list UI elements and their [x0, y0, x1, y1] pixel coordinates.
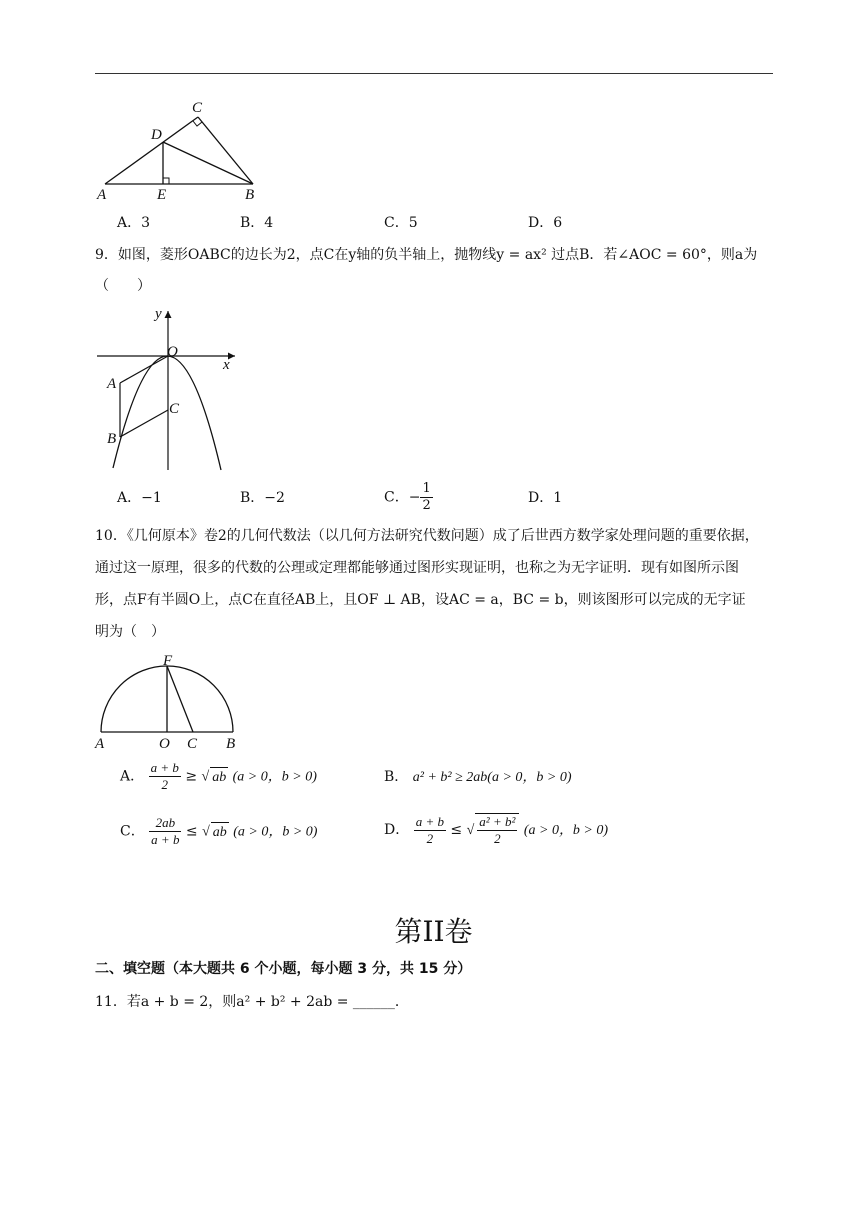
- q9-label-o: O: [167, 344, 178, 360]
- q10-choice-c-fraction: [149, 815, 181, 848]
- q8-label-b: B: [245, 187, 255, 203]
- q9-text-line1: 9．如图，菱形OABC的边长为2，点C在y轴的负半轴上，抛物线y = ax² 过点B．若∠AOC = 60°，则a为: [95, 247, 758, 263]
- q8-label-d: D: [151, 127, 162, 143]
- q10-choice-d-cond: (a > 0，b > 0): [523, 823, 609, 838]
- q10-choice-d-sqrt-den: 2: [494, 831, 501, 846]
- q9-label-a: A: [107, 376, 117, 392]
- q9-choice-c-prefix: C．−: [384, 489, 421, 506]
- q10-choice-c-label: C．: [120, 823, 145, 840]
- q8-choice-c[interactable]: C．5: [384, 215, 418, 231]
- q8-label-a: A: [97, 187, 107, 203]
- q8-triangle-figure: [95, 95, 265, 205]
- q9-parabola-figure: [95, 305, 245, 475]
- q9-choice-a[interactable]: A．−1: [117, 490, 162, 506]
- q9-label-c: C: [169, 401, 180, 417]
- q10-choice-d-sqrt: [475, 813, 519, 847]
- q10-text-line4: 明为（ ）: [95, 624, 165, 640]
- q9-label-y: y: [155, 306, 162, 322]
- q9-choice-b[interactable]: B．−2: [240, 490, 285, 506]
- q10-choice-b[interactable]: [384, 767, 572, 788]
- q8-choice-a[interactable]: A．3: [117, 215, 151, 231]
- q10-choice-c-sqrt: ab: [211, 822, 229, 843]
- q10-choice-d-fraction: [414, 814, 446, 847]
- q10-choice-a-fraction: [149, 760, 181, 793]
- q10-choice-a-label: A．: [120, 768, 145, 785]
- header-rule: [95, 73, 773, 74]
- section2-header: 二、填空题（本大题共 6 个小题，每小题 3 分，共 15 分）: [95, 961, 472, 977]
- q10-choice-d-rel: ≤: [450, 822, 467, 838]
- q10-choice-a-den: 2: [161, 777, 168, 792]
- q10-choice-c-cond: (a > 0，b > 0): [233, 824, 318, 840]
- q9-choice-c[interactable]: [384, 481, 433, 514]
- q10-choice-d[interactable]: D． $\frac{a + b}{2}$ ≤ √ $\frac{\text{a² + b²}}{2}$ (a > 0，b > 0): [384, 813, 609, 846]
- q10-choice-b-expr: a² + b² ≥ 2ab(a > 0，b > 0): [412, 770, 572, 785]
- q11-text: 11．若a + b = 2，则a² + b² + 2ab = ______．: [95, 994, 409, 1010]
- q8-label-c: C: [192, 100, 203, 116]
- q9-choice-c-fraction: [420, 481, 432, 514]
- q10-label-b: B: [226, 736, 236, 752]
- q9-choice-c-num: 1: [422, 481, 431, 496]
- q10-text-line2: 通过这一原理，很多的代数的公理或定理都能够通过图形实现证明，也称之为无字证明．现有如图所示图: [95, 560, 739, 576]
- q10-choice-a-cond: (a > 0，b > 0): [232, 769, 317, 785]
- q10-choice-b-label: B．: [384, 769, 409, 785]
- q8-label-e: E: [157, 187, 167, 203]
- q10-choice-c-rel: ≤: [185, 823, 203, 840]
- q9-choice-d[interactable]: D．1: [528, 490, 563, 506]
- q10-choice-a-num: a + b: [150, 760, 179, 775]
- q10-choice-a[interactable]: A． $\frac{a + b}{2}$ ≥ √ ab (a > 0，b > 0): [120, 760, 317, 792]
- q8-choice-d[interactable]: D．6: [528, 215, 563, 231]
- q9-label-b: B: [107, 431, 117, 447]
- q10-label-c: C: [187, 736, 198, 752]
- q10-choice-a-rel: ≥: [185, 768, 202, 785]
- q10-choice-c[interactable]: C． $\frac{2ab}{a + b}$ ≤ √ ab (a > 0，b > 0): [120, 815, 318, 847]
- part2-title: 第II卷: [394, 915, 473, 948]
- q9-choice-c-den: 2: [422, 498, 431, 513]
- q10-label-f: F: [163, 653, 173, 669]
- q10-choice-d-num: a + b: [415, 813, 444, 829]
- q10-choice-d-sqrt-num: a² + b²: [479, 814, 516, 829]
- q10-text-line3: 形，点F有半圆O上，点C在直径AB上，且OF ⊥ AB，设AC = a，BC = b，则该图形可以完成的无字证: [95, 592, 746, 608]
- q8-choice-b[interactable]: B．4: [240, 215, 274, 231]
- q10-text-line1: 10．《几何原本》卷2的几何代数法（以几何方法研究代数问题）成了后世西方数学家处理问题的重要依据，: [95, 528, 759, 544]
- q9-label-x: x: [223, 357, 230, 373]
- q9-text-line2: （ ）: [95, 278, 151, 294]
- q10-choice-c-num: 2ab: [149, 815, 181, 832]
- q10-choice-d-den: 2: [426, 830, 434, 846]
- q10-semicircle-figure: [92, 650, 247, 752]
- q10-choice-d-label: D．: [384, 822, 410, 838]
- q10-choice-a-sqrt: ab: [210, 767, 228, 788]
- q10-choice-c-den: a + b: [151, 832, 180, 847]
- q10-label-o: O: [159, 736, 170, 752]
- q10-label-a: A: [95, 736, 105, 752]
